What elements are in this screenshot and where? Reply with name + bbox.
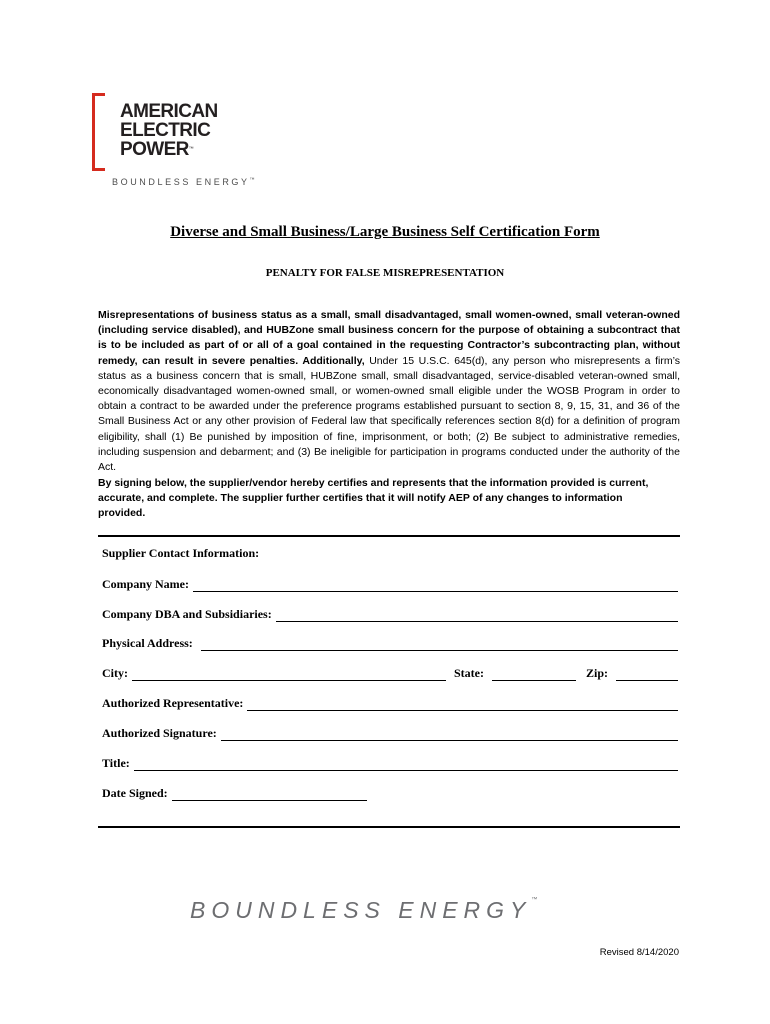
logo-line-electric: ELECTRIC xyxy=(120,120,211,141)
logo-bracket-icon xyxy=(92,93,105,171)
title-field[interactable] xyxy=(102,755,678,771)
authorized-signature-line[interactable] xyxy=(221,729,678,741)
footer-tagline: BOUNDLESS ENERGY™ xyxy=(190,897,538,923)
authorized-rep-line[interactable] xyxy=(247,699,678,711)
form-title: Diverse and Small Business/Large Business Self Certification Form xyxy=(170,224,600,240)
zip-line[interactable] xyxy=(616,669,678,681)
company-dba-label: Company DBA and Subsidiaries: xyxy=(102,607,272,621)
form-bottom-divider xyxy=(98,826,680,828)
aep-logo xyxy=(92,93,262,193)
misrepresentation-paragraph xyxy=(98,308,680,475)
logo-tagline: BOUNDLESS ENERGY™ xyxy=(112,177,255,187)
date-signed-label: Date Signed: xyxy=(102,786,168,800)
company-name-line[interactable] xyxy=(193,580,678,592)
penalty-heading: PENALTY FOR FALSE MISREPRESENTATION xyxy=(265,267,505,279)
supplier-contact-heading xyxy=(102,545,678,561)
logo-wordmark xyxy=(120,102,218,159)
company-dba-line[interactable] xyxy=(276,610,678,622)
authorized-signature-label: Authorized Signature: xyxy=(102,726,217,740)
city-line[interactable] xyxy=(132,669,446,681)
state-label: State: xyxy=(454,666,484,680)
misrepresentation-bold-text: Misrepresentations of business status as a small, small disadvantaged, small women-owned, small veteran-owned (including service disabled), and HUBZone small business concern for the purpose of obtaining a subcontract that is to be included as part of or all of a goal contained in the requesting Contractor’s subcontracting plan, without remedy, can result in severe penalties. Additionally, xyxy=(98,309,680,367)
physical-address-field[interactable] xyxy=(102,635,678,651)
logo-trademark: ™ xyxy=(188,146,194,152)
revised-date: Revised 8/14/2020 xyxy=(599,947,679,958)
logo-line-power: POWER™ xyxy=(120,139,194,160)
logo-tagline-trademark: ™ xyxy=(249,177,255,183)
company-name-label: Company Name: xyxy=(102,577,189,591)
zip-label: Zip: xyxy=(586,666,609,680)
supplier-contact-label: Supplier Contact Information: xyxy=(102,546,260,560)
company-name-field[interactable] xyxy=(102,576,678,592)
city-label: City: xyxy=(102,666,128,680)
date-signed-field[interactable] xyxy=(102,785,367,801)
authorized-rep-label: Authorized Representative: xyxy=(102,696,244,710)
physical-address-label: Physical Address: xyxy=(102,636,193,650)
state-line[interactable] xyxy=(492,669,576,681)
certification-paragraph: By signing below, the supplier/vendor hereby certifies and represents that the information provided is current, accurate, and complete. The supplier further certifies that it will notify AEP of any changes to information provided. xyxy=(98,477,649,520)
authorized-signature-field[interactable] xyxy=(102,725,678,741)
footer-trademark: ™ xyxy=(531,897,538,903)
physical-address-line[interactable] xyxy=(201,639,678,651)
logo-line-american: AMERICAN xyxy=(120,101,218,122)
misrepresentation-regular-text: Under 15 U.S.C. 645(d), any person who misrepresents a firm’s status as a business concern that is small, HUBZone small, small disadvantaged, service-disabled veteran-owned small, economically disadvantaged women-owned small, or women-owned small eligible under the WOSB Program in order to obtain a contract to be awarded under the preference programs established pursuant to section 8, 9, 15, 31, and 36 of the Small Business Act or any other provision of Federal law that specifically references section 8(d) for a definition of program eligibility, shall (1) Be punished by imposition of fine, imprisonment, or both; (2) Be subject to administrative remedies, including suspension and debarment; and (3) Be ineligible for participation in programs conducted under the authority of the Act. xyxy=(98,354,680,474)
date-signed-line[interactable] xyxy=(172,789,367,801)
title-label: Title: xyxy=(102,756,130,770)
authorized-rep-field[interactable] xyxy=(102,695,678,711)
company-dba-field[interactable] xyxy=(102,606,678,622)
form-top-divider xyxy=(98,535,680,537)
title-line[interactable] xyxy=(134,759,678,771)
city-state-zip-row xyxy=(102,665,678,681)
